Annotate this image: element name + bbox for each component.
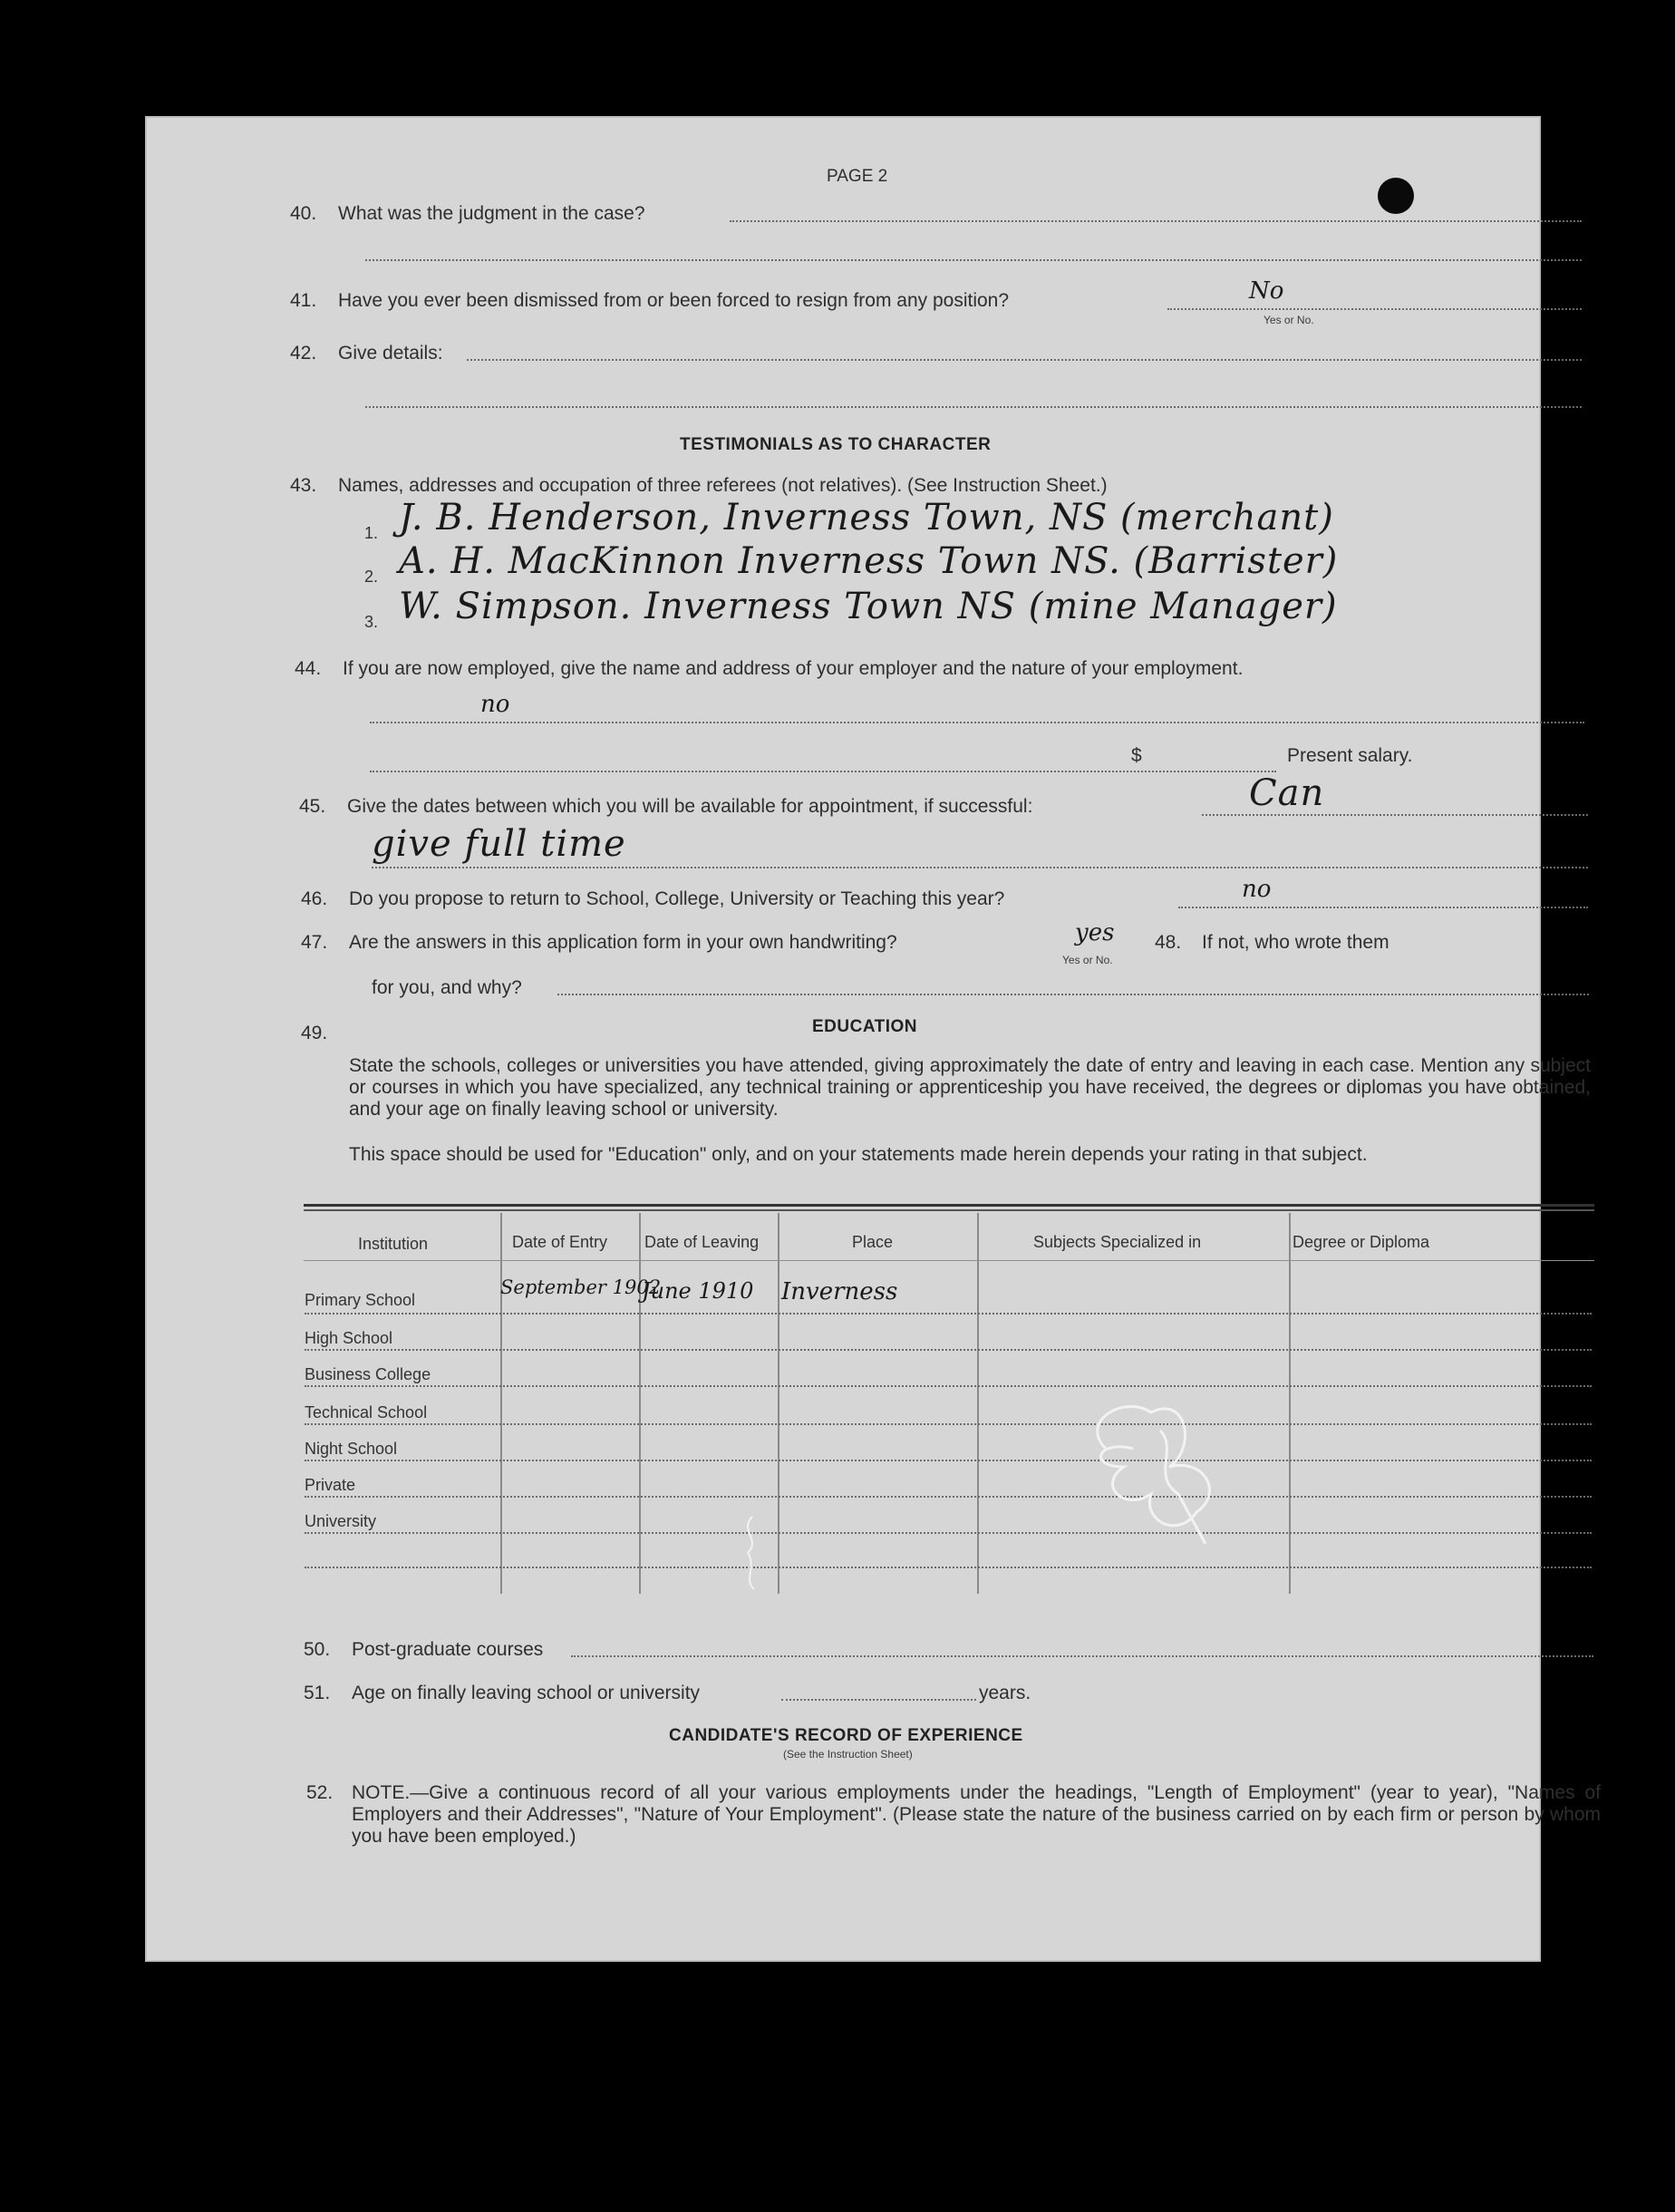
q50-number: 50. [304,1639,331,1660]
q47-hint: Yes or No. [1062,954,1113,966]
q40-answer-line-1[interactable] [730,220,1582,222]
q42-text: Give details: [338,343,443,364]
q47-number: 47. [301,932,328,953]
row-university-line[interactable] [305,1532,1592,1534]
row-primary-place: Inverness [781,1278,898,1305]
q48-number: 48. [1155,932,1182,953]
q46-answer: no [1242,876,1272,903]
q47-text: Are the answers in this application form in your own handwriting? [349,932,897,953]
referee-3-name: W. Simpson. Inverness Town NS (mine Manager) [399,586,1338,627]
form-page [145,116,1601,1962]
q44-answer-line-2[interactable] [370,771,1276,772]
page-label: PAGE 2 [827,167,888,186]
q42-answer-line-1[interactable] [467,359,1582,361]
q44-salary-label: Present salary. [1287,745,1413,766]
row-night-institution: Night School [305,1440,398,1458]
q41-answer-line[interactable] [1167,308,1582,310]
row-business-institution: Business College [305,1365,431,1383]
education-heading: EDUCATION [812,1017,918,1036]
experience-subheading: (See the Instruction Sheet) [783,1748,913,1761]
q44-answer: no [480,691,510,718]
col-divider-3 [778,1213,779,1594]
referee-1-name: J. B. Henderson, Inverness Town, NS (merchant) [399,497,1334,538]
q45-number: 45. [299,796,326,817]
q44-text: If you are now employed, give the name and address of your employer and the nature of your employment. [343,658,1244,679]
col-header-degree: Degree or Diploma [1293,1233,1430,1251]
q43-text: Names, addresses and occupation of three referees (not relatives). (See Instruction Sheet.) [338,475,1108,496]
q45-text: Give the dates between which you will be available for appointment, if successful: [347,796,1033,817]
row-technical-institution: Technical School [305,1403,428,1421]
q44-number: 44. [295,658,322,679]
education-instructions-2: This space should be used for "Education" only, and on your statements made herein depends your rating in that subject. [349,1144,1368,1165]
q43-number: 43. [290,475,317,496]
punch-hole [1378,178,1414,214]
q52-note: NOTE.—Give a continuous record of all your various employments under the headings, "Length of Employment" (year to year), "Names of Employers and their Addresses", "Nature of Your Employment". (Please state the nature of the business carried on by each firm or person by whom you have been employed.) [352,1782,1601,1847]
q40-answer-line-2[interactable] [365,259,1582,261]
header-divider [304,1260,1594,1261]
col-divider-2 [639,1213,641,1594]
q48-text: If not, who wrote them [1202,932,1389,953]
referee-2-number: 2. [364,568,379,586]
q45-answer-line-1[interactable] [1202,814,1588,816]
row-technical-line[interactable] [305,1423,1592,1425]
q40-number: 40. [290,203,317,224]
q46-text: Do you propose to return to School, College, University or Teaching this year? [349,888,1005,909]
q46-number: 46. [301,888,328,909]
col-header-leaving: Date of Leaving [644,1233,760,1251]
q41-number: 41. [290,290,317,311]
erasure-scribble [1070,1394,1251,1548]
erasure-mark [734,1512,770,1594]
row-private-line[interactable] [305,1496,1592,1498]
row-primary-institution: Primary School [305,1291,416,1309]
col-divider-4 [977,1213,979,1594]
q44-dollar-sign: $ [1131,745,1142,766]
q46-answer-line[interactable] [1178,907,1588,908]
q51-answer-line[interactable] [781,1699,976,1701]
q45-answer-1: Can [1249,772,1325,814]
q51-text: Age on finally leaving school or university [352,1683,701,1703]
q40-text: What was the judgment in the case? [338,203,645,224]
q51-suffix: years. [979,1683,1031,1703]
col-header-institution: Institution [358,1235,429,1253]
q50-text: Post-graduate courses [352,1639,544,1660]
col-header-entry: Date of Entry [512,1233,608,1251]
q45-answer-2: give full time [372,823,626,865]
q48-text-2: for you, and why? [372,977,522,998]
q52-number: 52. [306,1782,334,1803]
referee-1-number: 1. [364,524,379,542]
q42-number: 42. [290,343,317,364]
row-primary-entry: September 1902 [500,1276,662,1298]
q45-answer-line-2[interactable] [372,867,1588,868]
referee-2-name: A. H. MacKinnon Inverness Town NS. (Barrister) [399,540,1339,582]
q42-answer-line-2[interactable] [365,406,1582,408]
row-primary-line[interactable] [305,1313,1592,1315]
referee-3-number: 3. [364,613,379,631]
row-private-institution: Private [305,1476,356,1494]
q41-text: Have you ever been dismissed from or been forced to resign from any position? [338,290,1010,311]
testimonials-heading: TESTIMONIALS AS TO CHARACTER [680,435,992,454]
q41-answer: No [1249,277,1284,305]
row-primary-leaving: June 1910 [642,1278,754,1304]
q48-answer-line[interactable] [557,994,1589,995]
row-extra-line[interactable] [305,1567,1592,1568]
row-high-institution: High School [305,1329,393,1347]
q49-number: 49. [301,1023,328,1043]
education-instructions: State the schools, colleges or universities you have attended, giving approximately the date of entry and leaving in each case. Mention any subject or courses in which you have specialized, any technical training or apprenticeship you have received, the degrees or diplomas you have obtained, and your age on finally leaving school or university. [349,1055,1591,1120]
col-header-place: Place [852,1233,894,1251]
table-top-rule [304,1204,1594,1207]
col-divider-1 [500,1213,502,1594]
row-university-institution: University [305,1512,377,1530]
row-night-line[interactable] [305,1460,1592,1461]
table-top-rule-2 [304,1209,1594,1211]
row-high-line[interactable] [305,1349,1592,1351]
q47-answer: yes [1075,919,1115,946]
q51-number: 51. [304,1683,331,1703]
col-divider-5 [1289,1213,1291,1594]
q50-answer-line[interactable] [571,1655,1593,1657]
q44-answer-line-1[interactable] [370,722,1584,723]
experience-heading: CANDIDATE'S RECORD OF EXPERIENCE [669,1726,1023,1745]
col-header-subjects: Subjects Specialized in [1033,1233,1202,1251]
row-business-line[interactable] [305,1385,1592,1387]
q41-hint: Yes or No. [1264,314,1314,326]
